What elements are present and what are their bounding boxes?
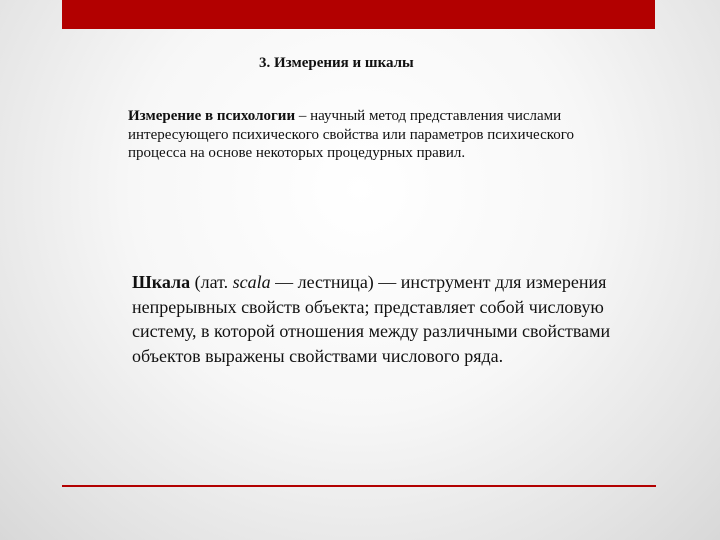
scale-definition (132, 270, 632, 368)
slide-title: 3. Измерения и шкалы (259, 55, 414, 71)
scale-term: Шкала (132, 272, 191, 292)
top-accent-bar (62, 0, 655, 29)
measurement-text: – научный метод представления числами интересующего психического свойства или параметров психического процесса на основе некоторых процедурных правил. (128, 108, 575, 161)
scale-latin-word: scala (232, 272, 271, 292)
measurement-definition (128, 107, 598, 163)
measurement-term: Измерение в психологии (128, 108, 296, 124)
bottom-accent-line (62, 485, 656, 487)
scale-pre-latin: (лат. (190, 272, 233, 292)
scale-text: — лестница) — инструмент для измерения непрерывных свойств объекта; представляет собой числовую систему, в которой отношения между различными свойствами объектов выражены свойствами числового ряда. (132, 272, 611, 366)
